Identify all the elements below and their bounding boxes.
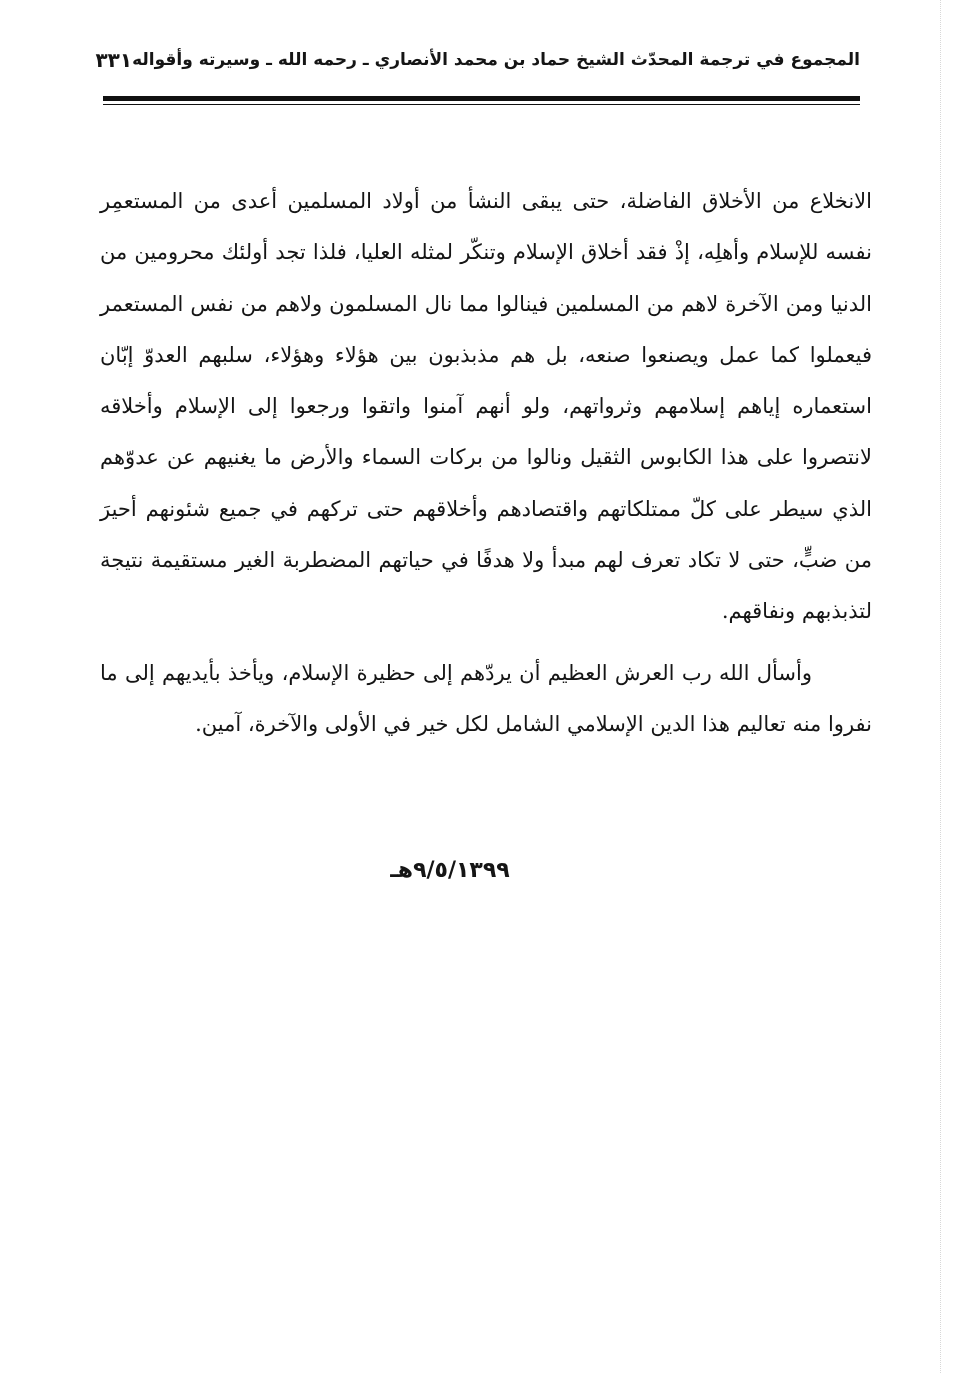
running-head: المجموع في ترجمة المحدّث الشيخ حماد بن محمد الأنصاري ـ رحمه الله ـ وسيرته وأقواله (132, 50, 860, 70)
header-rule-thick (103, 96, 860, 101)
closing-date (300, 858, 600, 883)
scan-margin-line (940, 0, 942, 1373)
paragraph-spacer (100, 638, 872, 648)
paragraph-1: الانخلاع من الأخلاق الفاضلة، حتى يبقى النشأ من أولاد المسلمين أعدى من المستعمِر نفسه للإسلام وأهلِه، إذْ فقد أخلاق الإسلام وتنكّر لمثله العليا، فلذا تجد أولئك محرومين من الدنيا ومن الآخرة لاهم من المسلمين فينالوا مما نال المسلمون ولاهم من نفس المستعمر فيعملوا كما عمل ويصنعوا صنعه، بل هم مذبذبون بين هؤلاء وهؤلاء، سلبهم العدوّ إبّان استعماره إياهم إسلامهم وثرواتهم، ولو أنهم آمنوا واتقوا ورجعوا إلى الإسلام وأخلاقه لانتصروا على هذا الكابوس الثقيل ونالوا من بركات السماء والأرض ما يغنيهم عن عدوّهم الذي سيطر على كلّ ممتلكاتهم واقتصادهم وأخلاقهم حتى تركهم في جميع شئونهم أحيرَ من ضبٍّ، حتى لا تكاد تعرف لهم مبدأ ولا هدفًا في حياتهم المضطربة الغير مستقيمة نتيجة لتذبذبهم ونفاقهم. (100, 189, 872, 624)
body-text (100, 176, 872, 750)
page-header (95, 40, 860, 80)
page-number: ٣٣١ (95, 48, 133, 72)
closing-date-text: ٩/٥/١٣٩٩هـ (390, 858, 510, 883)
header-rule-thin (103, 104, 860, 105)
paragraph-2: وأسأل الله رب العرش العظيم أن يردّهم إلى حظيرة الإسلام، ويأخذ بأيديهم إلى ما نفروا منه تعاليم هذا الدين الإسلامي الشامل لكل خير في الأولى والآخرة، آمين. (100, 660, 872, 736)
